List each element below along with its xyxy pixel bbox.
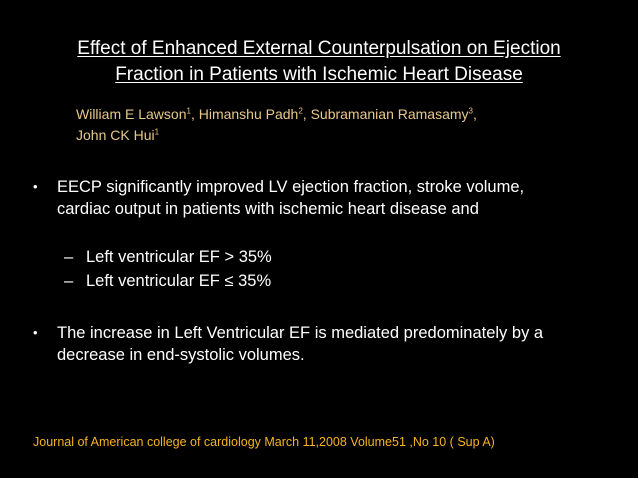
author-affiliation: 3 [468, 106, 473, 116]
author-line-2 [76, 125, 596, 146]
title-line-2: Fraction in Patients with Ischemic Heart Disease [115, 64, 523, 85]
dash-marker: – [64, 272, 74, 290]
sub-bullet-text: Left ventricular EF > 35% [86, 248, 272, 266]
dash-marker: – [64, 248, 74, 266]
author-affiliation: 2 [298, 106, 303, 116]
bullet-line: The increase in Left Ventricular EF is mediated predominately by a [57, 324, 544, 342]
author-line-1: William E Lawson$^1$, Himanshu Padh$^2$, Subramanian Ramasamy$^3$, [76, 106, 477, 122]
author-name: John CK Hui [76, 127, 155, 143]
sub-bullet-item [64, 270, 271, 292]
author-affiliation: 1 [154, 127, 160, 137]
bullet-item [33, 176, 613, 222]
bullet-marker: • [33, 325, 38, 340]
bullet-item [33, 322, 613, 368]
slide-title [20, 36, 618, 88]
author-name: Himanshu Padh [198, 106, 299, 122]
bullet-marker: • [33, 179, 38, 194]
bullet-line: cardiac output in patients with ischemic heart disease and [57, 200, 479, 218]
title-line-1: Effect of Enhanced External Counterpulsation on Ejection [77, 38, 561, 59]
journal-citation: Journal of American college of cardiology March 11,2008 Volume51 ,No 10 ( Sup A) [33, 435, 495, 449]
bullet-text [57, 176, 524, 220]
author-list [76, 104, 596, 146]
bullet-line: EECP significantly improved LV ejection fraction, stroke volume, [57, 178, 525, 196]
sub-bullet-text: Left ventricular EF ≤ 35% [86, 272, 272, 290]
author-affiliation: 1 [186, 106, 191, 116]
sub-bullet-item [64, 246, 272, 268]
author-name: Subramanian Ramasamy [310, 106, 469, 122]
bullet-text [57, 322, 543, 366]
author-name: William E Lawson [76, 106, 187, 122]
bullet-line: decrease in end-systolic volumes. [57, 346, 305, 364]
